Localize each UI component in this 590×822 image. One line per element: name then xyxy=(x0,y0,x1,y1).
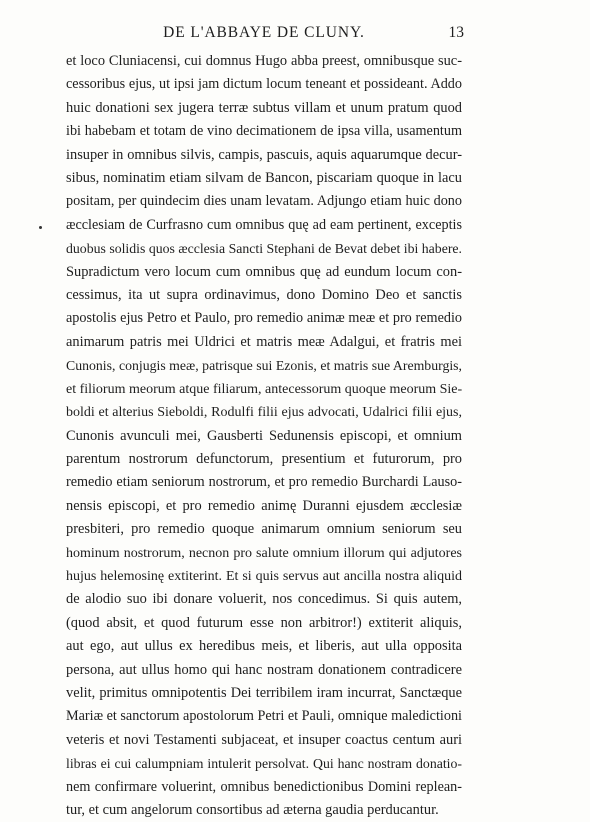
page-header xyxy=(66,24,462,46)
text-line: hujus helemosinę extiterint. Et si quis servus aut ancilla nostra aliquid xyxy=(66,568,462,584)
text-line: et loco Cluniacensi, cui domnus Hugo abba preest, omnibusque suc- xyxy=(66,53,462,69)
text-line: (quod absit, et quod futurum esse non arbitror!) extiterit aliquis, xyxy=(66,614,462,631)
text-line: libras ei cui calumpniam intulerit persolvat. Qui hanc nostram donatio- xyxy=(66,756,462,772)
body-text xyxy=(66,50,462,822)
text-line: Mariæ et sanctorum apostolorum Petri et Pauli, omnique maledictioni xyxy=(66,708,462,725)
text-line: velit, primitus omnipotentis Dei terribilem iram incurrat, Sanctæque xyxy=(66,684,462,701)
text-line: presbiteri, pro remedio quoque animarum omnium seniorum seu xyxy=(66,521,462,538)
text-line: ibi habebam et totam de vino decimationem de ipsa villa, usamentum xyxy=(66,123,462,140)
text-line: insuper in omnibus silvis, campis, pascuis, aquis aquarumque decur- xyxy=(66,146,462,163)
page-number: 13 xyxy=(448,24,464,41)
text-line: sibus, nominatim etiam silvam de Bancon, piscariam quoque in lacu xyxy=(66,170,462,187)
text-line: tur, et cum angelorum consortibus ad æterna gaudia perducantur. xyxy=(66,802,439,818)
text-line: positam, per quindecim dies unam levatam. Adjungo etiam huic dono xyxy=(66,193,462,210)
text-line: Cunonis, conjugis meæ, patrisque sui Ezonis, et matris sue Aremburgis, xyxy=(66,358,462,374)
running-head: DE L'ABBAYE DE CLUNY. xyxy=(163,24,365,41)
text-line: remedio etiam seniorum nostrorum, et pro remedio Burchardi Lauso- xyxy=(66,474,462,491)
text-line: Supradictum vero locum cum omnibus quę ad eundum locum con- xyxy=(66,263,462,280)
text-line: cessimus, ita ut supra ordinavimus, dono Domino Deo et sanctis xyxy=(66,287,462,304)
text-line: Cunonis avunculi mei, Gausberti Sedunensis episcopi, et omnium xyxy=(66,427,462,444)
text-line: duobus solidis quos æcclesia Sancti Stephani de Bevat debet ibi habere. xyxy=(66,241,462,257)
text-line: de alodio suo ibi donare voluerit, nos concedimus. Si quis autem, xyxy=(66,591,462,608)
text-line: nensis episcopi, et pro remedio animę Duranni ejusdem æcclesiæ xyxy=(66,497,462,514)
text-line: veteris et novi Testamenti subjaceat, et insuper coactus centum auri xyxy=(66,731,462,748)
text-line: apostolis ejus Petro et Paulo, pro remedio animæ meæ et pro remedio xyxy=(66,310,462,327)
text-line: cessoribus ejus, ut ipsi jam dictum locum teneant et possideant. Addo xyxy=(66,76,462,93)
text-line: animarum patris mei Uldrici et matris meæ Adalgui, et fratris mei xyxy=(66,333,462,350)
text-line: boldi et alterius Sieboldi, Rodulfi filii ejus advocati, Udalrici filii ejus, xyxy=(66,405,462,421)
text-line: hominum nostrorum, necnon pro salute omnium illorum qui adjutores xyxy=(66,545,462,561)
text-line: huic donationi sex jugera terræ subtus villam et unum pratum quod xyxy=(66,99,462,116)
text-line: aut ego, aut ullus ex heredibus meis, et liberis, aut ulla opposita xyxy=(66,638,462,655)
text-line: nem confirmare voluerint, omnibus benedictionibus Domini replean- xyxy=(66,778,462,795)
text-line: persona, aut ullus homo qui hanc nostram donationem contradicere xyxy=(66,661,462,678)
margin-dot xyxy=(39,226,42,229)
text-line: et filiorum meorum atque filiarum, antecessorum quoque meorum Sie- xyxy=(66,381,463,397)
text-line: parentum nostrorum defunctorum, presentium et futurorum, pro xyxy=(66,450,462,467)
text-line: æcclesiam de Curfrasno cum omnibus quę ad eam pertinent, exceptis xyxy=(66,216,462,233)
